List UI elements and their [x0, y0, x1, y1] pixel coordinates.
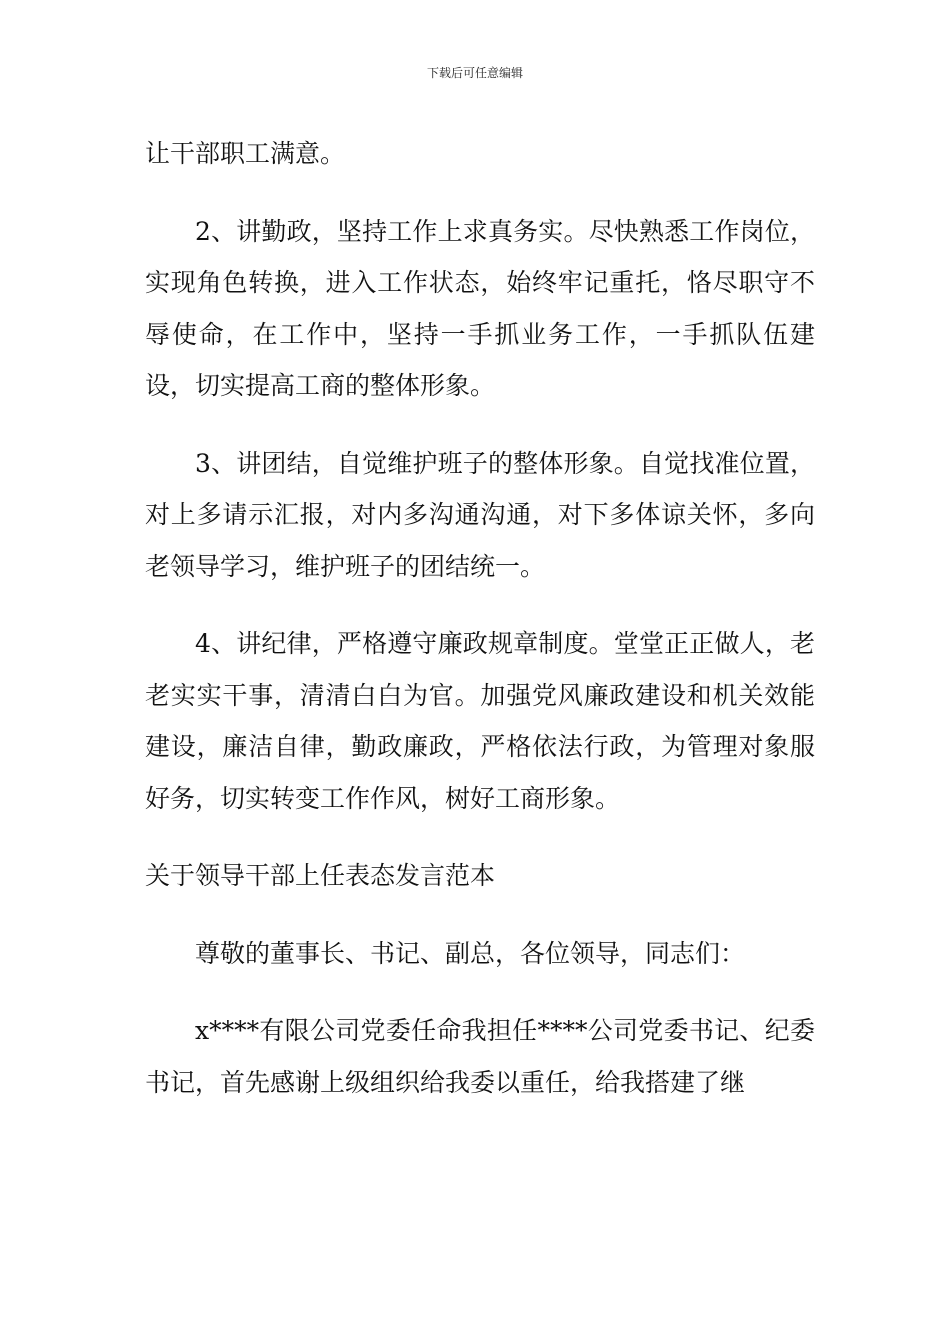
document-body — [145, 128, 815, 1108]
paragraph-body-start: x****有限公司党委任命我担任****公司党委书记、纪委书记，首先感谢上级组织给我委以重任，给我搭建了继 — [145, 1016, 815, 1097]
paragraph-continuation: 让干部职工满意。 — [145, 139, 346, 168]
salutation: 尊敬的董事长、书记、副总，各位领导，同志们： — [195, 938, 746, 968]
paragraph-item-2: 2、讲勤政，坚持工作上求真务实。尽快熟悉工作岗位，实现角色转换，进入工作状态，始终牢记重托，恪尽职守不辱使命，在工作中，坚持一手抓业务工作，一手抓队伍建设，切实提高工商的整体形象。 — [145, 216, 815, 400]
paragraph-item-4: 4、讲纪律，严格遵守廉政规章制度。堂堂正正做人，老老实实干事，清清白白为官。加强党风廉政建设和机关效能建设，廉洁自律，勤政廉政，严格依法行政，为管理对象服好务，切实转变工作作风，树好工商形象。 — [145, 629, 815, 813]
paragraph-item-3: 3、讲团结，自觉维护班子的整体形象。自觉找准位置，对上多请示汇报，对内多沟通沟通，对下多体谅关怀，多向老领导学习，维护班子的团结统一。 — [145, 448, 815, 581]
page-header: 下载后可任意编辑 — [426, 66, 523, 80]
section-title: 关于领导干部上任表态发言范本 — [145, 861, 496, 890]
